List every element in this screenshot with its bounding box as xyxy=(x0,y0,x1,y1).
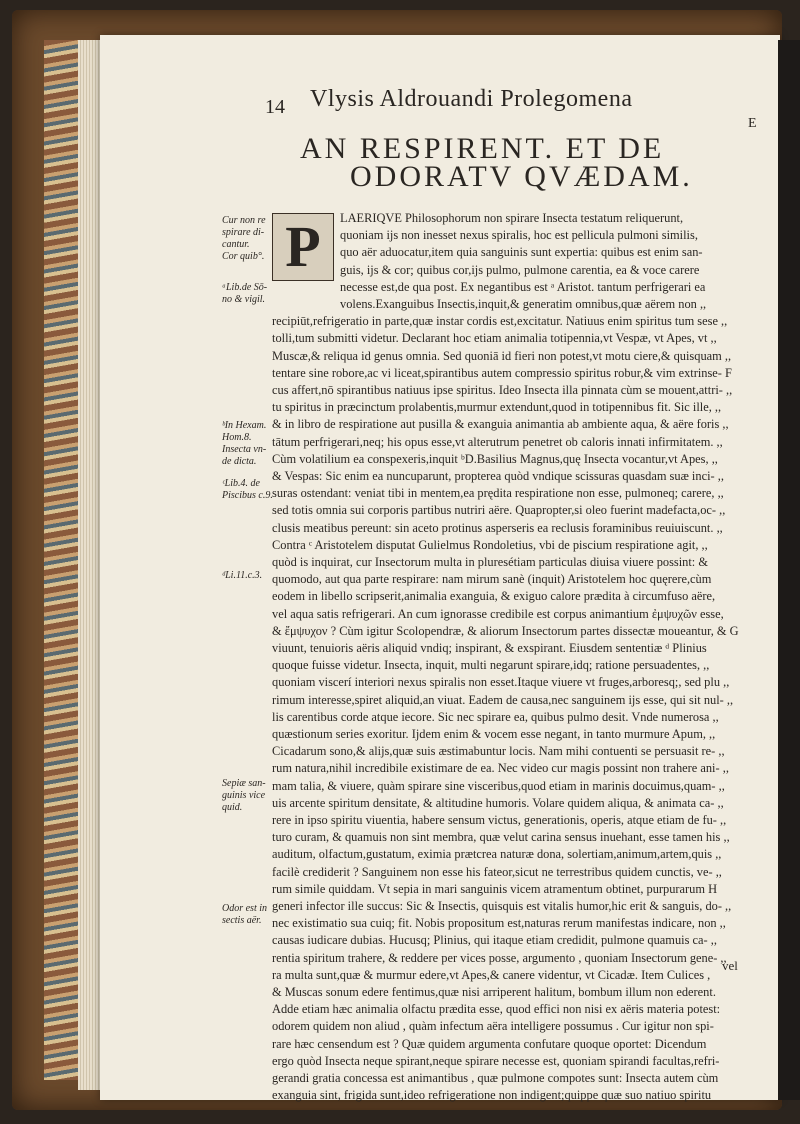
margin-note: ᵈLi.11.c.3. xyxy=(222,570,263,581)
text-line: ra multa sunt,quæ & murmur edere,vt Apes,& canere videntur, vt Cicadæ. Item Culices , xyxy=(272,967,711,982)
margin-note: Cur non re spirare di- cantur. Cor quib°. xyxy=(222,215,266,262)
text-line: gerandi gratia concessa est animantibus , quæ pulmone compotes sunt: Insecta autem cùm xyxy=(272,1071,719,1085)
text-line: quòd is inquirat, cur Insectorum multa in pluresétiam particulas diuisa viuere possint: & xyxy=(272,555,708,569)
text-line: uis arcente spiritum densitate, & altitudine humoris. Volare quidem aliqua, & animata ca- ,, xyxy=(272,795,724,810)
margin-note: Odor est in sectis aër. xyxy=(222,903,267,926)
text-line: guis, ijs & cor; quibus cor,ijs pulmo, pulmone carentia, ea & voce carere xyxy=(340,262,700,277)
decorated-initial: P xyxy=(272,213,334,281)
text-line: Cicadarum sono,& alijs,quæ suis æstimabuntur locis. Nam mihi contuenti se persuasit re- ,, xyxy=(272,744,725,759)
text-line: viuunt, tenuioris aëris aliquid vndiq; inspirant, & exspirant. Eiusdem sententiæ ᵈ Plinius xyxy=(272,641,707,655)
text-line: & ἔμψυχον ? Cùm igitur Scolopendræ, & aliorum Insectorum partes dissectæ moueantur, & G xyxy=(272,623,739,638)
text-line: tu spiritus in præcinctum prolabentis,murmur extendunt,quod in totipennibus fit. Sic ille, ,, xyxy=(272,400,722,415)
text-line: suras ostendant: veniat tibi in mentem,ea prędita respiratione non esse, pulmoneq; carere, ,, xyxy=(272,486,724,501)
text-line: mam talia, & viuere, quàm spirare sine visceribus,quod etiam in marinis docuimus,quam- ,, xyxy=(272,778,725,793)
text-line: tentare sine robore,ac vi liceat,spirantibus autem compressio spiritus robur,& vim extrinse- F xyxy=(272,365,732,380)
text-line: quoniam viscerí interiori nexus spiralis non esset.Itaque viuere vt fruges,arboresq;, sed plu ,, xyxy=(272,675,730,690)
text-line: & Muscas sonum edere fentimus,quæ nisi arriperent halitum, bombum illum non ederent. xyxy=(272,985,716,999)
signature-letter: E xyxy=(748,116,757,131)
text-line: clusis meatibus pereunt: sin aceto protinus asperseris ea reclusis foraminibus reuiuiscunt. ,, xyxy=(272,520,723,535)
text-line: Adde etiam hæc animalia olfactu prædita esse, quod effici non nisi ex aëris materia potest: xyxy=(272,1002,721,1017)
text-line: quoque fuisse videtur. Insecta, inquit, multi negarunt spirare,idq; ratione persuadentes, ,, xyxy=(272,658,710,673)
text-line: Muscæ,& reliqua id genus omnia. Sed quoniā id fieri non potest,vt motu ciere,& quisquam ,, xyxy=(272,348,732,363)
text-line: rum simile quiddam. Vt sepia in mari sanguinis vicem atramentum obtinet, purpurarum H xyxy=(272,881,718,896)
text-line: rum natura,nihil incredibile existimare de ea. Nec video cur magis possint non trahere ani- ,, xyxy=(272,761,729,776)
text-line: cus affert,nō spirantibus natiuus ipse spiritus. Ideo Insecta illa pinnata cùm se mouent,attri- ,, xyxy=(272,383,733,397)
chapter-title-line-2: ODORATV QVÆDAM. xyxy=(350,160,693,193)
text-line: turo curam, & quamuis non sint membra, quæ velut carina sensus inuehant, esse tamen his ,, xyxy=(272,830,730,845)
right-binding xyxy=(778,40,800,1100)
chapter-title-line-1: AN RESPIRENT. ET DE xyxy=(300,132,665,165)
text-line: necesse est,de qua post. Ex negantibus est ᵃ Aristot. tantum perfrigerari ea xyxy=(340,279,706,294)
text-line: rere in ipso spiritu viuentia, habere sensum victus, generationis, operis, atque etiam de fu- ,, xyxy=(272,813,727,827)
text-line: Contra ᶜ Aristotelem disputat Gulielmus Rondoletius, vbi de piscium respiratione agit, ,, xyxy=(272,537,708,552)
page-number: 14 xyxy=(265,96,285,118)
margin-note: ᵇIn Hexam. Hom.8. Insecta vn- de dicta. xyxy=(222,420,267,467)
text-line: rare hæc censendum est ? Quæ quidem argumenta confutare quoque oportet: Dicendum xyxy=(272,1036,707,1051)
text-line: vel aqua satis refrigerari. An cum ignorasse credibile est corpus animantium ἐμψυχῶν esse, xyxy=(272,606,724,621)
text-line: rentia spiritum trahere, & reddere per vices posse, argumento , quoniam Insectorum gene- ,, xyxy=(272,950,727,965)
margin-note: Sepiæ san- guinis vice quid. xyxy=(222,778,266,813)
text-line: LAERIQVE Philosophorum non spirare Insecta testatum reliquerunt, xyxy=(340,211,684,225)
text-line: nec existimatio sua cuiq; fit. Nobis propositum est,naturas rerum manifestas indicare, non ,, xyxy=(272,916,726,931)
text-line: recipiūt,refrigeratio in parte,quæ instar cordis est,excitatur. Natiuus enim spiritus tum sese ,, xyxy=(272,314,728,329)
text-line: auditum, olfactum,gustatum, eximia prætcrea naturæ dona, solertiam,animum,artem,quis ,, xyxy=(272,847,722,862)
text-line: tātum perfrigerari,neq; his opus esse,vt alterutrum penetret ob caloris innati infirmitatem. ,, xyxy=(272,434,723,449)
text-line: lis carentibus corde atque iecore. Sic nec spirare ea, quibus pulmo desit. Vnde numerosa ,, xyxy=(272,709,719,724)
text-line: generi infector ille succus: Sic & Insectis, quisquis est vitalis humor,hic erit & sanguis, do- ,, xyxy=(272,899,732,913)
text-line: Cùm volatilium ea conspexeris,inquit ᵇD.Basilius Magnus,quę Insecta vocantur,vt Apes, ,, xyxy=(272,451,718,466)
text-line: volens.Exanguibus Insectis,inquit,& generatim omnibus,quæ aërem non ,, xyxy=(340,297,707,311)
text-line: quomodo, aut qua parte respirare: nam mirum sanè (inquit) Aristotelem hoc quęrere,cùm xyxy=(272,572,712,587)
text-line: odorem quidem non aliud , quàm infectum aëra intelligere possumus . Cur igitur non spi- xyxy=(272,1019,714,1034)
text-line: quoniam ijs non inesset nexus spiralis, hoc est pellicula pulmoni similis, xyxy=(340,228,698,243)
text-line: ergo quòd Insecta neque spirant,neque spirare necesse est, quoniam spirandi facultas,refri- xyxy=(272,1053,720,1068)
text-line: & Vespas: Sic enim ea nuncuparunt, propterea quòd vndique scissuras quasdam suæ inci- ,, xyxy=(272,469,724,483)
margin-note: ᵃLib.de Sō- no & vigil. xyxy=(222,282,268,305)
text-line: quæstionum series exoritur. Ijdem enim & vocem esse negant, in tanto murmure Apum, ,, xyxy=(272,727,716,741)
text-line: & in libro de respiratione aut pusilla & exanguia animantia ab ambiente aqua, & aëre foris ,, xyxy=(272,417,729,432)
text-line: sed totis omnia sui corporis partibus nutriri aëre. Quapropter,si oleo fuerint madefacta,oc- ,, xyxy=(272,503,726,518)
text-line: eodem in libello scripserit,animalia exanguia, & exiguo calore prædita à circumfuso aëre, xyxy=(272,589,716,604)
text-line: facilè crediderit ? Sanguinem non esse his fateor,sicut ne terrestribus quidem cunctis, ve- ,, xyxy=(272,864,722,879)
text-line: causas iudicare dubias. Hucusq; Plinius, qui itaque etiam credidit, pulmone quamuis ca- ,, xyxy=(272,933,717,948)
margin-note: ᶜLib.4. de Piscibus c.9. xyxy=(222,478,273,501)
text-line: rimum interesse,spiret aliquid,an viuat. Eadem de causa,nec sanguinem ijs esse, qui sit nul- ,, xyxy=(272,692,734,707)
text-line: exanguia sint, frigida sunt,ideo refrigeratione non indigent;quippe quæ suo natiuo spiritu xyxy=(272,1088,712,1103)
catchword: vel xyxy=(722,958,738,973)
marbled-edge xyxy=(44,40,78,1080)
text-line: quo aër aduocatur,item quia sanguinis sunt expertia: quibus est enim san- xyxy=(340,245,703,260)
text-line: tolli,tum submitti videtur. Declarant hoc etiam animalia totipennia,vt Vespæ, vt Apes, vt ,, xyxy=(272,331,717,346)
running-title: Vlysis Aldrouandi Prolegomena xyxy=(310,86,633,112)
